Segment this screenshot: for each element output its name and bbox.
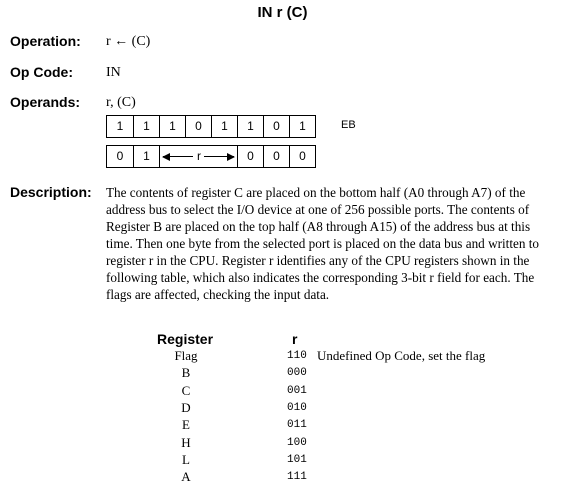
bit-cell: 0 — [263, 116, 289, 137]
bit-cell: 1 — [133, 116, 159, 137]
opcode-value: IN — [106, 65, 121, 80]
register-code: 000 — [287, 367, 307, 380]
register-name: L — [182, 451, 190, 467]
opcode-byte1-hex: EB — [341, 119, 356, 131]
operands-label: Operands: — [10, 94, 81, 110]
register-row — [150, 348, 550, 365]
bit-cell: 1 — [116, 119, 124, 133]
r-column-header: r — [292, 331, 298, 347]
bit-cell: 1 — [133, 146, 159, 167]
opcode-byte2-bits — [106, 145, 316, 168]
register-code: 011 — [287, 419, 307, 432]
register-code: 101 — [287, 453, 307, 466]
register-name: C — [181, 382, 191, 398]
description-text: The contents of register C are placed on the bottom half (A0 through A7) of the address bus to select the I/O device at one of 256 possible ports. The contents of Register B are placed on the top half (A8 through A15) of the address bus at this time. Then one byte from the selected port is placed on the data bus and written to register r in the CPU. Register r identifies any of the CPU registers shown in the following table, which also indicates the corresponding 3-bit r field for each. The flags are affected, checking the input data. — [106, 185, 539, 302]
register-row — [150, 400, 550, 417]
bit-cell: 1 — [237, 116, 263, 137]
arrow-right-icon — [227, 153, 235, 161]
page-title: IN r (C) — [257, 4, 308, 21]
bit-cell: 0 — [289, 146, 315, 167]
register-name: Flag — [174, 348, 198, 363]
bit-cell: 0 — [116, 149, 124, 163]
r-field-cell — [159, 146, 237, 167]
register-name: H — [181, 434, 191, 450]
register-code: 111 — [287, 471, 307, 484]
bit-cell: 1 — [159, 116, 185, 137]
operation-value: r ← (C) — [106, 34, 151, 49]
bit-cell: 0 — [237, 146, 263, 167]
register-row — [150, 469, 550, 486]
register-name: D — [181, 399, 191, 415]
register-code: 110 — [287, 350, 307, 362]
register-row — [150, 452, 550, 469]
bit-cell: 1 — [289, 116, 315, 137]
bit-cell: 0 — [263, 146, 289, 167]
register-code: 001 — [287, 384, 307, 397]
register-name: E — [182, 417, 190, 433]
opcode-label: Op Code: — [10, 64, 73, 80]
register-code: 100 — [287, 436, 307, 449]
register-note: Undefined Op Code, set the flag — [317, 348, 486, 363]
description-label: Description: — [10, 184, 92, 200]
register-column-header: Register — [157, 331, 214, 347]
register-row — [150, 417, 550, 434]
opcode-byte1-bits — [106, 115, 316, 138]
register-row — [150, 435, 550, 452]
operands-value: r, (C) — [106, 95, 136, 110]
register-row — [150, 365, 550, 382]
bit-cell: 0 — [185, 116, 211, 137]
register-code: 010 — [287, 401, 307, 414]
operation-label: Operation: — [10, 33, 81, 49]
register-name: B — [181, 365, 191, 381]
bit-cell: 1 — [211, 116, 237, 137]
register-name: A — [181, 469, 191, 485]
r-field-label: r — [197, 149, 201, 163]
register-row — [150, 383, 550, 400]
